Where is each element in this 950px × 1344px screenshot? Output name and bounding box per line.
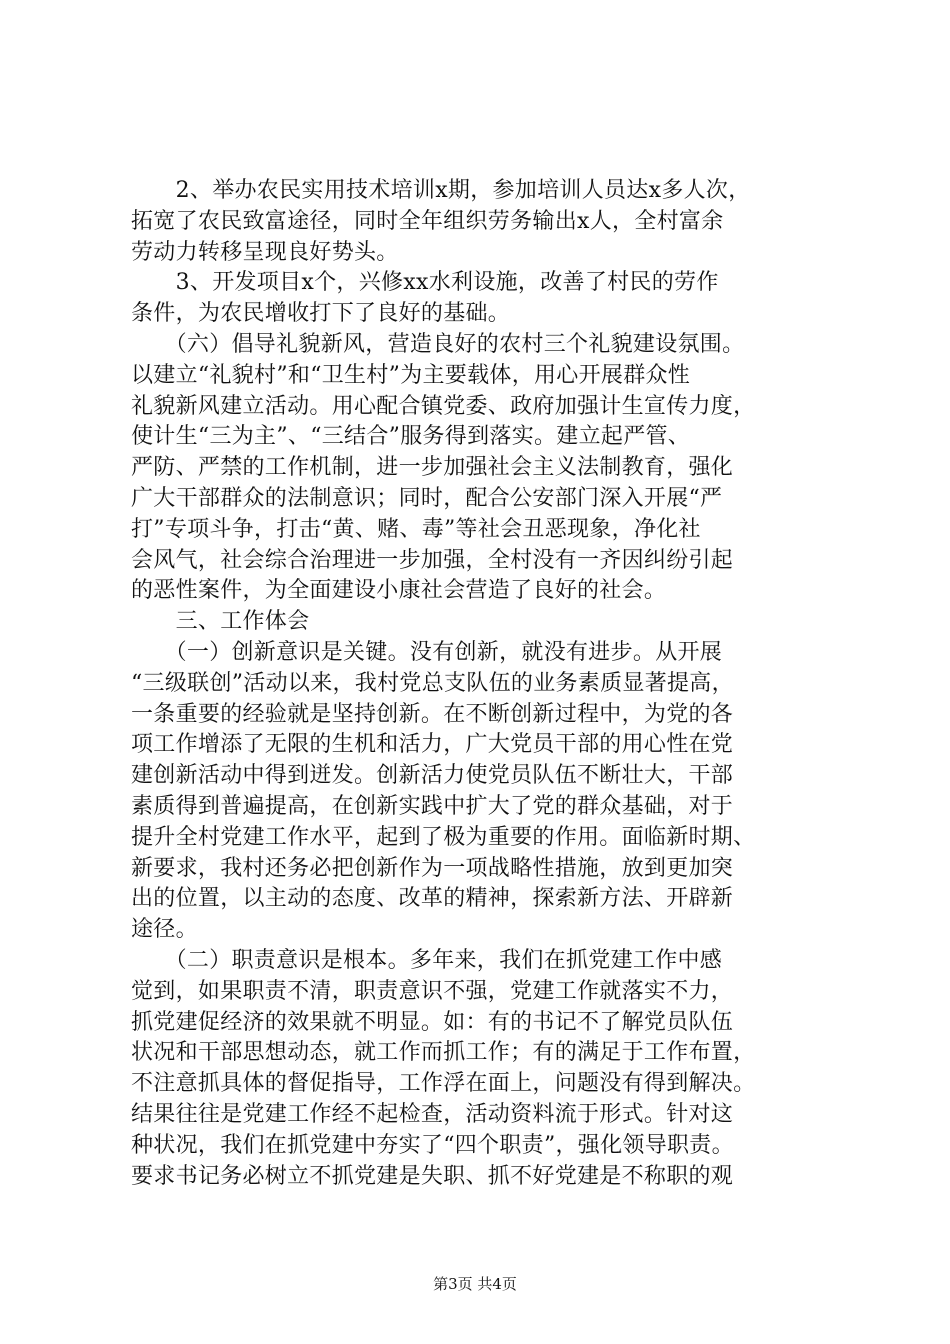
- text-line: （六）倡导礼貌新风，营造良好的农村三个礼貌建设氛围。: [131, 331, 745, 357]
- text-line: （二）职责意识是根本。多年来，我们在抓党建工作中感: [131, 947, 723, 973]
- text-line: 会风气，社会综合治理进一步加强，全村没有一齐因纠纷引起: [131, 547, 734, 573]
- text-line: 种状况，我们在抓党建中夯实了“四个职责”，强化领导职责。: [131, 1132, 734, 1158]
- text-line: 出的位置，以主动的态度、改革的精神，探索新方法、开辟新: [131, 886, 734, 912]
- text-line: 提升全村党建工作水平，起到了极为重要的作用。面临新时期、: [131, 824, 756, 850]
- text-line: 使计生“三为主”、“三结合”服务得到落实。建立起严管、: [131, 424, 691, 450]
- text-line: “三级联创”活动以来，我村党总支队伍的业务素质显著提高，: [131, 670, 734, 696]
- text-line: 结果往往是党建工作经不起检查，活动资料流于形式。针对这: [131, 1101, 734, 1127]
- text-line: （一）创新意识是关键。没有创新，就没有进步。从开展: [131, 639, 723, 665]
- text-line: 状况和干部思想动态，就工作而抓工作；有的满足于工作布置，: [131, 1040, 756, 1066]
- text-line: 礼貌新风建立活动。用心配合镇党委、政府加强计生宣传力度，: [131, 393, 756, 419]
- page-number: 第3页 共4页: [433, 1275, 517, 1293]
- text-line: 严防、严禁的工作机制，进一步加强社会主义法制教育，强化: [131, 455, 734, 481]
- text-line: 途径。: [131, 917, 198, 943]
- text-line: 以建立“礼貌村”和“卫生村”为主要载体，用心开展群众性: [131, 362, 691, 388]
- text-line: 条件，为农民增收打下了良好的基础。: [131, 301, 511, 327]
- document-body: [131, 176, 851, 1192]
- section-heading: 三、工作体会: [131, 609, 310, 635]
- text-line: 不注意抓具体的督促指导，工作浮在面上，问题没有得到解决。: [131, 1071, 756, 1097]
- text-line: 一条重要的经验就是坚持创新。在不断创新过程中，为党的各: [131, 701, 734, 727]
- text-line: 2、举办农民实用技术培训x期，参加培训人员达x多人次，: [131, 178, 751, 203]
- text-line: 3、开发项目x个，兴修xx水利设施，改善了村民的劳作: [131, 270, 719, 296]
- text-line: 广大干部群众的法制意识；同时，配合公安部门深入开展“严: [131, 485, 723, 511]
- text-line: 素质得到普遍提高，在创新实践中扩大了党的群众基础，对于: [131, 793, 734, 819]
- text-line: 新要求，我村还务必把创新作为一项战略性措施，放到更加突: [131, 855, 734, 881]
- page-footer: [0, 1274, 950, 1294]
- text-line: 打”专项斗争，打击“黄、赌、毒”等社会丑恶现象，净化社: [131, 516, 701, 542]
- text-line: 的恶性案件，为全面建设小康社会营造了良好的社会。: [131, 578, 667, 604]
- text-line: 拓宽了农民致富途径，同时全年组织劳务输出x人，全村富余: [131, 208, 724, 234]
- text-line: 建创新活动中得到迸发。创新活力使党员队伍不断壮大，干部: [131, 763, 734, 789]
- text-line: 觉到，如果职责不清，职责意识不强，党建工作就落实不力，: [131, 978, 734, 1004]
- text-line: 抓党建促经济的效果就不明显。如：有的书记不了解党员队伍: [131, 1009, 734, 1035]
- text-line: 劳动力转移呈现良好势头。: [131, 239, 399, 265]
- text-line: 要求书记务必树立不抓党建是失职、抓不好党建是不称职的观: [131, 1163, 734, 1189]
- text-line: 项工作增添了无限的生机和活力，广大党员干部的用心性在党: [131, 732, 734, 758]
